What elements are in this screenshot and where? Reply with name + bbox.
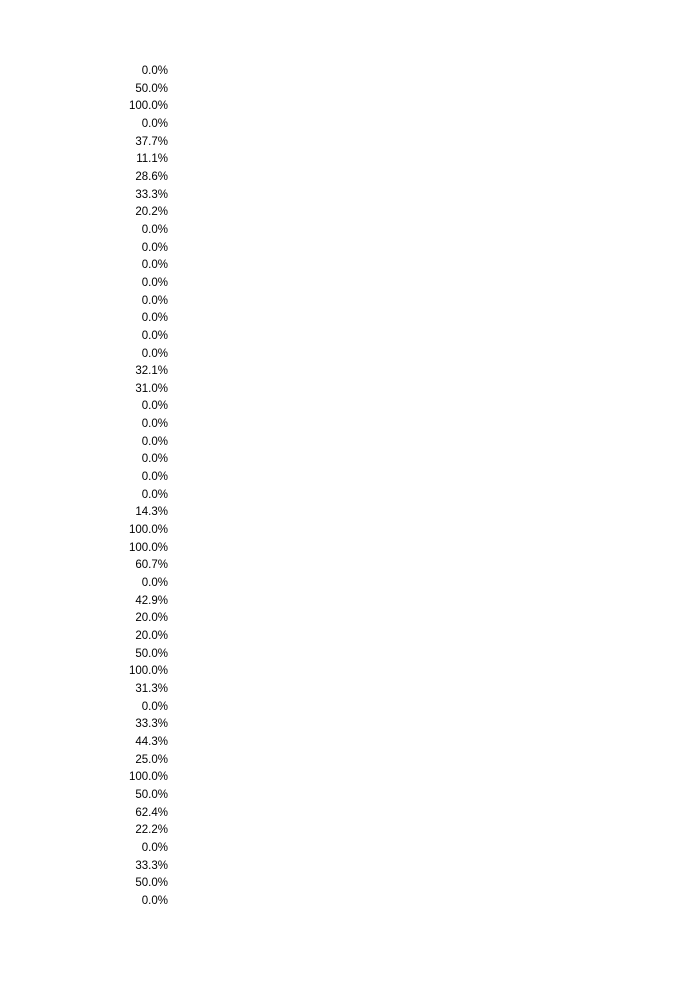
percent-cell: 0.0% (141, 312, 168, 325)
percent-cell: 0.0% (141, 488, 168, 501)
percent-cell: 33.3% (135, 859, 168, 872)
percent-cell: 28.6% (135, 170, 168, 183)
percent-cell: 0.0% (141, 347, 168, 360)
percent-cell: 60.7% (135, 559, 168, 572)
percent-cell: 50.0% (135, 82, 168, 95)
percent-cell: 0.0% (141, 117, 168, 130)
percent-cell: 25.0% (135, 753, 168, 766)
percent-cell: 0.0% (141, 276, 168, 289)
percent-cell: 62.4% (135, 806, 168, 819)
percent-cell: 50.0% (135, 788, 168, 801)
percent-cell: 14.3% (135, 506, 168, 519)
percent-cell: 50.0% (135, 647, 168, 660)
percent-cell: 31.0% (135, 382, 168, 395)
percent-cell: 100.0% (128, 771, 168, 784)
percent-column (60, 63, 168, 911)
percent-cell: 33.3% (135, 188, 168, 201)
percent-cell: 0.0% (141, 241, 168, 254)
percent-cell: 100.0% (128, 665, 168, 678)
percent-cell: 0.0% (141, 294, 168, 307)
percent-cell: 32.1% (135, 365, 168, 378)
percent-cell: 0.0% (141, 700, 168, 713)
percent-cell: 50.0% (135, 877, 168, 890)
percent-cell: 37.7% (135, 135, 168, 148)
percent-cell: 31.3% (135, 682, 168, 695)
percent-cell: 0.0% (141, 329, 168, 342)
percent-cell: 0.0% (141, 259, 168, 272)
percent-cell: 0.0% (141, 418, 168, 431)
percent-cell: 0.0% (141, 577, 168, 590)
percent-cell: 100.0% (128, 100, 168, 113)
percent-cell: 0.0% (141, 453, 168, 466)
percent-cell: 0.0% (141, 894, 168, 907)
percent-cell: 0.0% (141, 841, 168, 854)
percent-cell: 0.0% (141, 65, 168, 77)
percent-cell: 0.0% (141, 471, 168, 484)
percent-cell: 20.0% (135, 630, 168, 642)
percent-cell: 11.1% (136, 153, 168, 166)
percent-cell: 42.9% (135, 594, 168, 607)
percent-cell: 44.3% (135, 735, 168, 748)
percent-cell: 100.0% (128, 541, 168, 554)
percent-cell: 100.0% (128, 524, 168, 537)
percent-cell: 0.0% (141, 435, 168, 448)
percent-cell: 20.0% (135, 612, 168, 625)
percent-cell: 33.3% (135, 718, 168, 731)
percent-cell: 0.0% (141, 400, 168, 413)
percent-cell: 20.2% (135, 206, 168, 219)
percent-cell: 22.2% (135, 824, 168, 837)
percent-cell: 0.0% (141, 223, 168, 236)
